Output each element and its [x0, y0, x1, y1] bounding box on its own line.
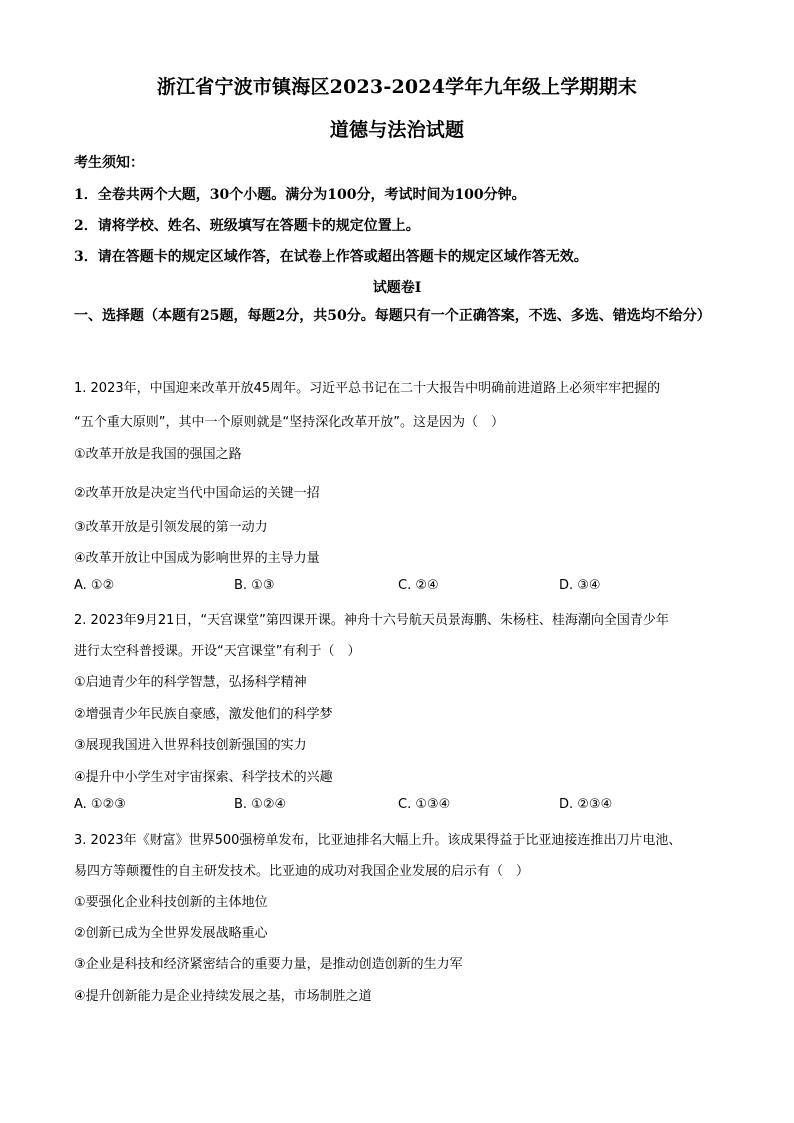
question-item: ④提升创新能力是企业持续发展之基，市场制胜之道	[74, 989, 372, 1004]
question-item: ①改革开放是我国的强国之路	[74, 447, 242, 462]
exam-subject-title: 道德与法治试题	[329, 119, 465, 141]
question-item: ④提升中小学生对宇宙探索、科学技术的兴趣	[74, 770, 333, 785]
option-c: C. ②④	[398, 578, 439, 593]
notice-item: 1．全卷共两个大题，30个小题。满分为100分，考试时间为100分钟。	[74, 187, 526, 203]
question-item: ③企业是科技和经济紧密结合的重要力量，是推动创造创新的生力军	[74, 957, 463, 972]
exam-title: 浙江省宁波市镇海区2023-2024学年九年级上学期期末	[156, 76, 638, 98]
question-item: ②创新已成为全世界发展战略重心	[74, 926, 268, 941]
notice-heading: 考生须知：	[74, 155, 144, 171]
question-item: ①要强化企业科技创新的主体地位	[74, 895, 268, 910]
question-item: ②改革开放是决定当代中国命运的关键一招	[74, 486, 320, 501]
option-b: B. ①③	[234, 578, 275, 593]
question-stem: 3. 2023年《财富》世界500强榜单发布，比亚迪排名大幅上升。该成果得益于比亚迪接连推出刀片电池、	[74, 833, 682, 848]
question-stem: 1. 2023年，中国迎来改革开放45周年。习近平总书记在二十大报告中明确前进道路上必须牢牢把握的	[74, 381, 661, 396]
question-stem: 2. 2023年9月21日，“天宫课堂”第四课开课。神舟十六号航天员景海鹏、朱杨柱、桂海潮向全国青少年	[74, 613, 669, 628]
option-a: A. ①②③	[74, 797, 126, 812]
notice-item: 2．请将学校、姓名、班级填写在答题卡的规定位置上。	[74, 218, 420, 234]
option-d: D. ③④	[559, 578, 601, 593]
option-a: A. ①②	[74, 578, 115, 593]
option-c: C. ①③④	[398, 797, 451, 812]
section-heading: 一、选择题（本题有25题，每题2分，共50分。每题只有一个正确答案，不选、多选、错选均不给分）	[74, 308, 711, 324]
question-item: ③展现我国进入世界科技创新强国的实力	[74, 738, 307, 753]
option-d: D. ②③④	[559, 797, 613, 812]
question-item: ①启迪青少年的科学智慧，弘扬科学精神	[74, 675, 307, 690]
option-b: B. ①②④	[234, 797, 287, 812]
question-item: ③改革开放是引领发展的第一动力	[74, 520, 268, 535]
paper-label: 试题卷Ⅰ	[372, 280, 422, 296]
question-item: ④改革开放让中国成为影响世界的主导力量	[74, 551, 320, 566]
notice-item: 3．请在答题卡的规定区域作答，在试卷上作答或超出答题卡的规定区域作答无效。	[74, 249, 588, 265]
question-item: ②增强青少年民族自豪感，激发他们的科学梦	[74, 707, 333, 722]
question-stem: “五个重大原则”，其中一个原则就是“坚持深化改革开放”。这是因为（ ）	[74, 415, 504, 430]
question-stem: 易四方等颠覆性的自主研发技术。比亚迪的成功对我国企业发展的启示有（ ）	[74, 864, 530, 879]
question-stem: 进行太空科普授课。开设“天宫课堂”有利于（ ）	[74, 644, 361, 659]
